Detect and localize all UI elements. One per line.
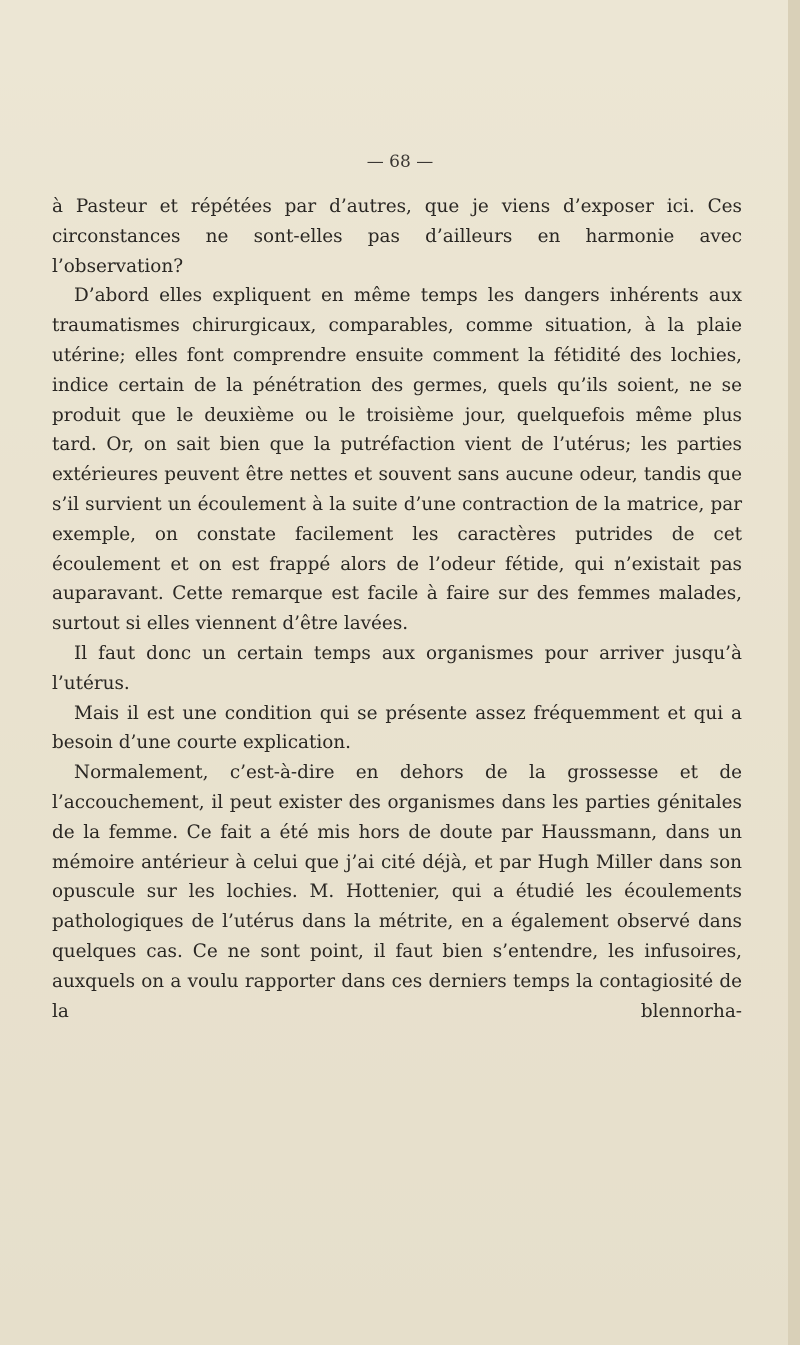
paragraph-2: D’abord elles expliquent en même temps les dangers inhérents aux traumatismes chirurgicaux, comparables, comme situation, à la plaie utérine; elles font comprendre ensuite comment la fétidité des lochies, indice certain de la pénétration des germes, quels qu’ils soient, ne se produit que le deuxième ou le troisième jour, quelquefois même plus tard. Or, on sait bien que la putréfaction vient de l’utérus; les parties extérieures peuvent être nettes et souvent sans aucune odeur, tandis que s’il survient un écoulement à la suite d’une contraction de la matrice, par exemple, on constate facilement les caractères putrides de cet écoulement et on est frappé alors de l’odeur fétide, qui n’existait pas auparavant. Cette remarque est facile à faire sur des femmes malades, surtout si elles viennent d’être lavées. bbox=[52, 285, 742, 635]
paragraph-4: Mais il est une condition qui se présente assez fréquemment et qui a besoin d’une courte explication. bbox=[52, 702, 742, 754]
paragraph-3: Il faut donc un certain temps aux organismes pour arriver jusqu’à l’utérus. bbox=[52, 642, 742, 694]
page-number: — 68 — bbox=[366, 152, 434, 172]
page-text bbox=[52, 192, 742, 1026]
paragraph-1: à Pasteur et répétées par d’autres, que je viens d’exposer ici. Ces circonstances ne sont-elles pas d’ailleurs en harmonie avec l’observation? bbox=[52, 196, 742, 277]
page-edge bbox=[788, 0, 800, 1345]
paragraph-5: Normalement, c’est-à-dire en dehors de la grossesse et de l’accouchement, il peut exister des organismes dans les parties génitales de la femme. Ce fait a été mis hors de doute par Haussmann, dans un mémoire antérieur à celui que j’ai cité déjà, et par Hugh Miller dans son opuscule sur les lochies. M. Hottenier, qui a étudié les écoulements pathologiques de l’utérus dans la métrite, en a également observé dans quelques cas. Ce ne sont point, il faut bien s’entendre, les infusoires, auxquels on a voulu rapporter dans ces derniers temps la contagiosité de la blennorha- bbox=[52, 762, 742, 1022]
